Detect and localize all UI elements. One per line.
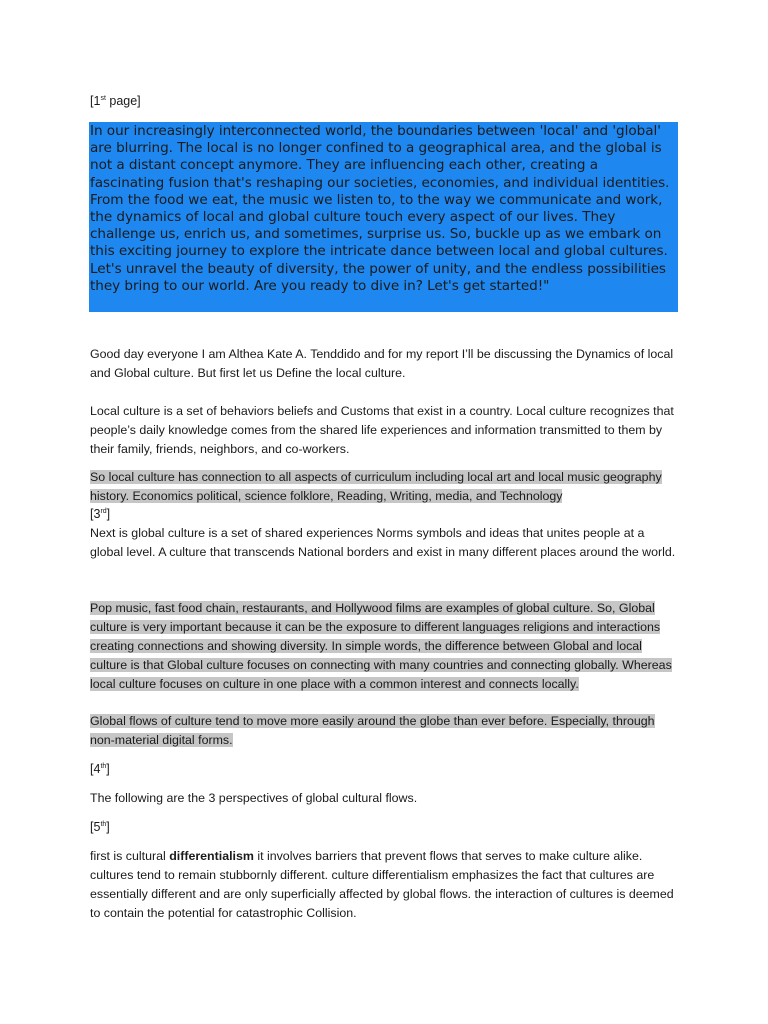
perspectives-paragraph: The following are the 3 perspectives of global cultural flows. bbox=[90, 791, 418, 805]
global-examples-highlight: Pop music, fast food chain, restaurants, and Hollywood films are examples of global culture. So, Global culture is very important because it can be the exposure to different languages religions and interactions creating connections and showing diversity. In simple words, the difference between Global and local culture is that Global culture focuses on connecting with many countries and connecting globally. Whereas local culture focuses on culture in one place with a common interest and connects locally. bbox=[90, 601, 672, 691]
differentialism-term: differentialism bbox=[169, 849, 254, 863]
differentialism-paragraph bbox=[90, 847, 680, 923]
global-examples-paragraph bbox=[90, 599, 680, 694]
page-marker-3: [3rd] bbox=[90, 507, 111, 521]
global-flows-paragraph bbox=[90, 712, 680, 750]
page-marker-5: [5th] bbox=[90, 820, 110, 834]
page-marker-4: [4th] bbox=[90, 762, 110, 776]
differentialism-prefix: first is cultural bbox=[90, 849, 170, 863]
page-marker-1-word: page bbox=[105, 94, 138, 108]
page-marker-1-number: 1 bbox=[93, 94, 101, 108]
intro-text: In our increasingly interconnected world, the boundaries between 'local' and 'global' are blurring. The local is no longer confined to a geographical area, and the global is not a distant concept anymore. They are influencing each other, creating a fascinating fusion that's reshaping our societies, economies, and individual identities. From the food we eat, the music we listen to, to the way we communicate and work, the dynamics of local and global culture touch every aspect of our lives. They challenge us, enrich us, and sometimes, surprise us. So, buckle up as we embark on this exciting journey to explore the intricate dance between local and global cultures. Let's unravel the beauty of diversity, the power of unity, and the endless possibilities they bring to our world. Are you ready to dive in? Let's get started!" bbox=[90, 123, 670, 294]
global-flows-highlight: Global flows of culture tend to move more easily around the globe than ever before. Especially, through non-material digital forms. bbox=[90, 714, 655, 747]
highlighted-intro-block[interactable] bbox=[89, 122, 678, 312]
differentialism-body: it involves barriers that prevent flows that serves to make culture alike. cultures tend to remain stubbornly different. culture differentialism emphasizes the fact that cultures are essentially different and are only superficially affected by global flows. the interaction of cultures is deemed to contain the potential for catastrophic Collision. bbox=[90, 849, 674, 920]
page-marker-1: [1st page] bbox=[90, 94, 141, 108]
page-marker-3-suffix: rd bbox=[100, 507, 107, 515]
greeting-paragraph: Good day everyone I am Althea Kate A. Tenddido and for my report I’ll be discussing the Dynamics of local and Global culture. But first let us Define the local culture. bbox=[90, 347, 674, 380]
page-marker-4-suffix: th bbox=[100, 762, 107, 770]
page-marker-5-number: 5 bbox=[93, 820, 101, 834]
page-marker-5-suffix: th bbox=[100, 820, 107, 828]
local-curriculum-paragraph bbox=[90, 468, 680, 506]
page-marker-4-number: 4 bbox=[93, 762, 101, 776]
page-marker-3-number: 3 bbox=[93, 507, 101, 521]
page-marker-1-suffix: st bbox=[100, 94, 106, 102]
local-culture-definition: Local culture is a set of behaviors beliefs and Customs that exist in a country. Local culture recognizes that people’s daily knowledge comes from the shared life experiences and information transmitted to them by their family, friends, neighbors, and co-workers. bbox=[90, 404, 674, 456]
global-culture-definition: Next is global culture is a set of shared experiences Norms symbols and ideas that unites people at a global level. A culture that transcends National borders and exist in many different places around the world. bbox=[90, 526, 676, 559]
local-curriculum-highlight: So local culture has connection to all aspects of curriculum including local art and local music geography history. Economics political, science folklore, Reading, Writing, media, and Technology bbox=[90, 470, 662, 503]
